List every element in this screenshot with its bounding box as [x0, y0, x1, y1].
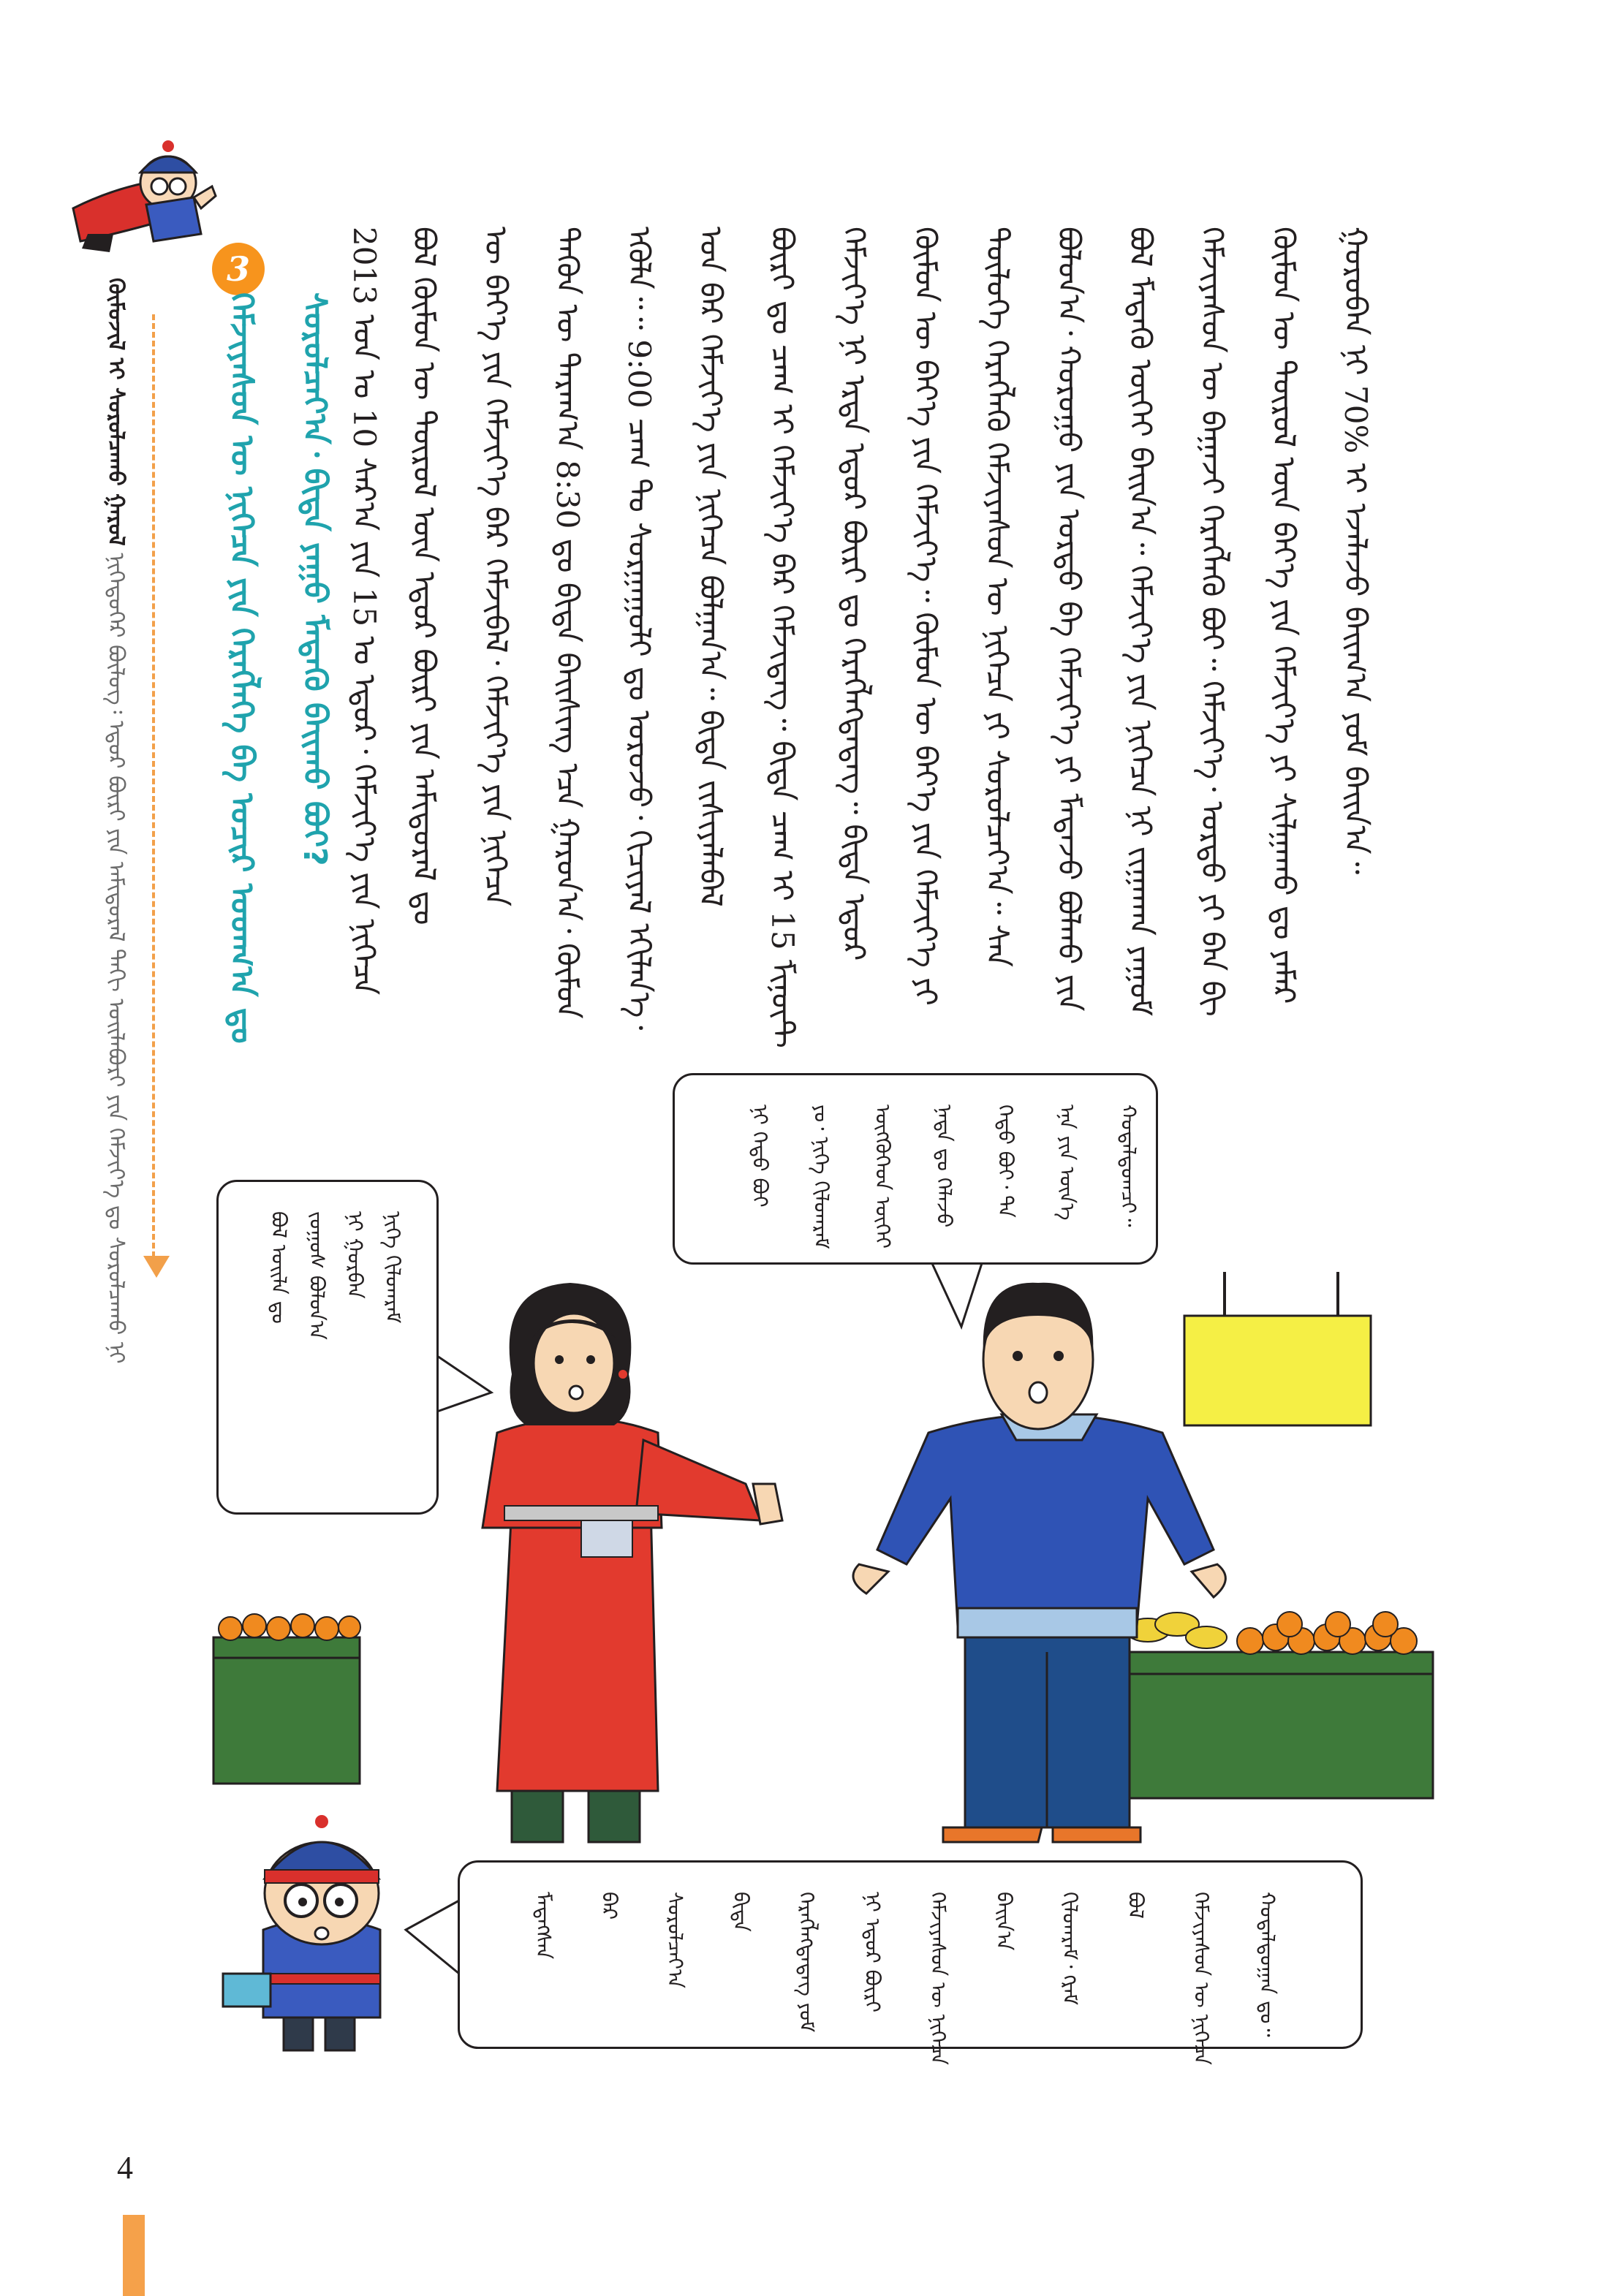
body-column-14: ᠪᠣᠯ ᠬᠦᠮᠦᠨ ᠦ ᠲᠦᠷᠦᠯ ᠦᠨ ᠡᠳᠦᠷ ᠪᠦᠷᠢ ᠶᠢᠨ ᠠᠮᠢᠳᠤᠷᠠᠯ ᠳᠤ — [406, 227, 442, 925]
body-column-9: ᠪᠦᠷᠢ ᠳᠤ ᠴᠠᠭ ᠢ ᠬᠡᠮᠵᠢᠶ᠎ᠡ ᠪᠡᠷ ᠬᠡᠮᠵᠢᠳᠡᠭ᠃ ᠪᠢᠳᠡ ᠴᠠᠭ ᠢ 15 ᠮᠢᠨᠦ᠋ᠲ — [765, 227, 801, 1048]
body-column-12: ᠲᠡᠭᠦᠨ ᠦ ᠳᠠᠷᠠᠭ᠎ᠠ 8:30 ᠳᠤ ᠪᠢᠳᠡ ᠪᠠᠢᠰᠢᠩ ᠡᠴᠡ ᠭᠠᠷᠤᠨ᠎ᠠ᠂ ᠬᠦᠮᠦᠨ — [550, 227, 586, 1019]
man-bubble-line-6: ᠶᠤ᠂ ᠨᠢᠭᠡ ᠬᠢᠯᠤᠭᠷᠠᠮ — [809, 1105, 833, 1249]
boy-bubble-line-5: ᠪᠠᠢᠨ᠎ᠠ — [992, 1892, 1016, 1951]
section-heading-line-2: ᠰᠤᠷᠤᠯᠴᠠᠶ᠎ᠠ᠂ ᠪᠢᠳᠡ ᠶᠠᠭᠤ ᠮᠡᠳᠡᠬᠦ ᠪᠠᠢᠬᠤ ᠪᠤᠢ? — [296, 292, 333, 866]
man-bubble-line-5: ᠦᠭᠭᠦᠭᠡᠳ ᠦᠭᠡᠢ — [871, 1105, 895, 1249]
body-column-6: ᠲᠥᠯᠦᠭᠡ ᠬᠡᠷᠡᠭᠯᠡᠬᠦ ᠬᠡᠮᠵᠢᠶᠡᠰᠦᠨ ᠦ ᠨᠢᠭᠡᠴᠡ ᠶᠢ ᠰᠤᠷᠤᠯᠴᠠᠶ᠎ᠠ᠃ ᠰᠡᠨ — [980, 227, 1015, 967]
hanging-sign-illustration — [1184, 1272, 1371, 1425]
footer-accent-bar — [123, 2215, 145, 2296]
boy-speech-bubble — [458, 1860, 1363, 2065]
boy-bubble-line-11: ᠪᠡᠷ — [597, 1892, 621, 1920]
man-bubble-line-2: ᠡᠨᠡ ᠶᠢᠨ ᠦᠨ᠎ᠡ — [1055, 1105, 1079, 1221]
boy-bubble-line-2: ᠬᠡᠮᠵᠢᠶᠡᠰᠦᠨ ᠦ ᠨᠢᠭᠡᠴᠡ — [1189, 1892, 1214, 2065]
boy-bubble-line-1: ᠬᠤᠳᠠᠯᠳᠤᠭᠠᠨ ᠳᠤ᠃ — [1255, 1892, 1279, 2037]
woman-bubble-line-1: ᠨᠢᠭᠡ ᠬᠢᠯᠤᠭᠷᠠᠮ — [381, 1211, 405, 1324]
boy-bubble-line-7: ᠨᠢ ᠡᠳᠦᠷ ᠪᠦᠷᠢ — [860, 1892, 885, 2013]
body-column-3: ᠬᠡᠮᠵᠢᠶᠡᠰᠦᠨ ᠦ ᠪᠠᠭᠠᠵᠢ ᠬᠡᠷᠡᠭᠯᠡᠬᠦ ᠪᠤᠢ᠃ ᠬᠡᠮᠵᠢᠶ᠎ᠡ᠂ ᠤᠷᠳᠤ ᠶᠢ ᠪᠡᠨ ᠪᠢ — [1195, 227, 1230, 1017]
boy-bubble-line-4: ᠬᠢᠯᠤᠭᠷᠠᠮ᠂ ᠭᠷᠠᠮ — [1058, 1892, 1082, 2005]
woman-bubble-line-4: ᠪᠣᠯ ᠤᠢᠯᠠ ᠳᠤ — [267, 1211, 291, 1324]
section-number-badge: 3 — [212, 243, 265, 295]
boy-bubble-line-9: ᠪᠢᠳᠡ — [729, 1892, 753, 1932]
boy-bubble-line-6: ᠬᠡᠮᠵᠢᠶᠡᠰᠦᠨ ᠦ ᠨᠢᠭᠡᠴᠡ — [926, 1892, 950, 2065]
section-heading-line-1: ᠬᠡᠮᠵᠢᠶᠡᠰᠦᠨ ᠦ ᠨᠢᠭᠡᠴᠡ ᠶᠢᠨ ᠬᠡᠷᠡᠭᠯᠡᠭᠡ ᠪᠠ ᠤᠴᠢᠷ ᠤᠳᠬ᠎ᠠ ᠳᠤ — [223, 292, 260, 1044]
body-column-10: ᠤᠨ ᠪᠡᠷ ᠬᠡᠮᠵᠢᠶ᠎ᠡ ᠶᠢᠨ ᠨᠢᠭᠡᠴᠡ ᠪᠣᠯᠭᠠᠨ᠎ᠠ᠃ ᠪᠢᠳᠡ ᠵᠢᠱᠢᠶᠡᠯᠡᠪᠡᠯ — [693, 227, 729, 907]
running-header-chapter: ᠨᠢᠭᠡᠳᠦᠭᠡᠷ ᠪᠦᠯᠦᠭ᠄ — [103, 553, 129, 714]
body-column-4: ᠪᠣᠯ ᠮᠡᠳᠡᠬᠦ ᠦᠭᠡᠢ ᠪᠠᠢᠨ᠎ᠠ᠃ ᠬᠡᠮᠵᠢᠶ᠎ᠡ ᠶᠢᠨ ᠨᠢᠭᠡᠴᠡ ᠨᠢ ᠵᠢᠭᠠᠬᠠᠨ ᠶᠠᠭᠤᠮ — [1123, 227, 1159, 1017]
body-column-13: ᠦ ᠪᠡᠶ᠎ᠡ ᠶᠢᠨ ᠬᠡᠮᠵᠢᠶ᠎ᠡ ᠪᠡᠷ ᠬᠡᠮᠵᠢᠪᠡᠯ᠂ ᠬᠡᠮᠵᠢᠶ᠎ᠡ ᠶᠢᠨ ᠨᠢᠭᠡᠴᠡ — [478, 227, 514, 907]
body-column-7: ᠬᠦᠮᠦᠨ ᠦ ᠪᠡᠶ᠎ᠡ ᠶᠢᠨ ᠬᠡᠮᠵᠢᠶ᠎ᠡ᠃ ᠬᠦᠮᠦᠨ ᠦ ᠪᠡᠶ᠎ᠡ ᠶᠢᠨ ᠬᠡᠮᠵᠢᠶ᠎ᠡ ᠶᠢ — [908, 227, 944, 1006]
man-bubble-line-7: ᠨᠢ ᠬᠡᠳᠦ ᠪᠤᠢ — [748, 1105, 772, 1208]
man-bubble-line-1: ᠬᠤᠳᠠᠯᠳᠤᠭᠴᠢ᠃ — [1116, 1105, 1140, 1227]
body-column-2: ᠬᠦᠮᠦᠨ ᠦ ᠲᠦᠷᠦᠯ ᠦᠨ ᠪᠡᠶ᠎ᠡ ᠶᠢᠨ ᠬᠡᠮᠵᠢᠶ᠎ᠡ ᠶᠢ ᠰᠢᠯᠭᠠᠬᠤ ᠳᠤ ᠶᠠᠮᠠᠷ — [1266, 227, 1302, 1004]
fruit-stall-illustration — [1119, 1612, 1433, 1798]
woman-bubble-line-2: ᠨᠢ ᠭᠤᠷᠪᠠᠨ — [343, 1211, 367, 1299]
orange-stall-illustration — [213, 1614, 360, 1784]
body-column-8: ᠬᠡᠮᠵᠢᠶ᠎ᠡ ᠨᠢ ᠡᠷᠲᠡ ᠡᠳᠦᠷ ᠪᠦᠷᠢ ᠳᠤ ᠬᠡᠷᠡᠭᠯᠡᠭᠳᠡᠳᠡᠭ᠃ ᠪᠢᠳᠡ ᠡᠳᠦᠷ — [836, 227, 872, 961]
body-column-1: ᠭᠤᠷᠤᠪᠠᠨ ᠨᠢ 70% ᠢ ᠡᠵᠡᠯᠡᠵᠦ ᠪᠠᠢᠭ᠎ᠠ ᠶᠤᠮ ᠪᠠᠢᠨ᠎ᠠ᠃ — [1338, 227, 1374, 875]
boy-bubble-line-12: ᠮᠡᠳᠡᠭᠰᠡᠨ — [531, 1892, 556, 1960]
flying-mascot-illustration — [73, 140, 216, 252]
boy-bubble-line-3: ᠪᠣᠯ — [1124, 1892, 1148, 1919]
woman-bubble-line-3: ᠵᠣᠭᠣᠰ ᠪᠣᠯᠤᠨ᠎ᠠ — [305, 1211, 329, 1340]
page-number: 4 — [117, 2150, 133, 2186]
man-bubble-line-3: ᠬᠡᠳᠦ ᠪᠤᠢ᠂ ᠲᠠ — [994, 1105, 1018, 1218]
woman-customer-illustration — [483, 1283, 782, 1842]
body-column-11: ᠡᠭᠦᠯᠡ᠃᠃ 9:00 ᠴᠠᠭ ᠲᠤ ᠰᠤᠷᠭᠠᠭᠤᠯᠢ ᠳᠤ ᠣᠷᠣᠵᠤ᠂ ᠬᠢᠴᠢᠶᠡᠯ ᠡᠬᠢᠯᠡᠨ᠎ᠡ᠂ — [621, 227, 657, 1031]
man-bubble-line-4: ᠨᠠᠳᠠ ᠳᠤ ᠬᠡᠯᠡᠵᠦ — [932, 1105, 956, 1228]
woman-speech-bubble — [216, 1180, 439, 1515]
boy-mascot-illustration — [223, 1815, 380, 2050]
running-header-subtitle: ᠡᠳᠦᠷ ᠪᠦᠷᠢ ᠶᠢᠨ ᠠᠮᠢᠳᠤᠷᠠᠯ ᠳᠠᠬᠢ ᠤᠢᠯᠠᠪᠤᠷᠢ ᠶᠢᠨ ᠬᠡᠮᠵᠢᠶ᠎ᠡ ᠳᠤ ᠰᠤᠷᠤᠯᠴᠠᠬᠤ ᠨᠢ — [103, 721, 129, 1364]
boy-bubble-line-8: ᠬᠡᠷᠡᠭᠯᠡᠭᠳᠡᠳᠡᠭ ᠶᠤᠮ — [795, 1892, 819, 2033]
man-speech-bubble — [673, 1073, 1158, 1265]
running-header-book-title: ᠬᠦᠮᠦᠵᠢᠯ ᠢ ᠰᠤᠷᠤᠯᠴᠠᠬᠤ ᠭᠠᠷᠤᠯ — [103, 278, 129, 546]
body-column-5: ᠪᠣᠯᠤᠨ᠎ᠠ᠂ ᠬᠤᠷᠤᠭᠤ ᠶᠢᠨ ᠤᠷᠳᠤ ᠪᠠ ᠬᠡᠮᠵᠢᠶ᠎ᠡ ᠶᠢ ᠮᠡᠳᠡᠵᠦ ᠪᠤᠯᠬᠤ ᠶᠢᠨ — [1051, 227, 1087, 1012]
boy-bubble-line-10: ᠰᠤᠷᠤᠯᠴᠠᠶ᠎ᠠ — [663, 1892, 687, 1989]
body-column-15: 2013 ᠣᠨ ᠤ 10 ᠰᠠᠷ᠎ᠠ ᠶᠢᠨ 15 ᠤ ᠡᠳᠦᠷ᠂ ᠬᠡᠮᠵᠢᠶ᠎ᠡ ᠶᠢᠨ ᠨᠢᠭᠡᠴᠡ — [347, 227, 382, 996]
